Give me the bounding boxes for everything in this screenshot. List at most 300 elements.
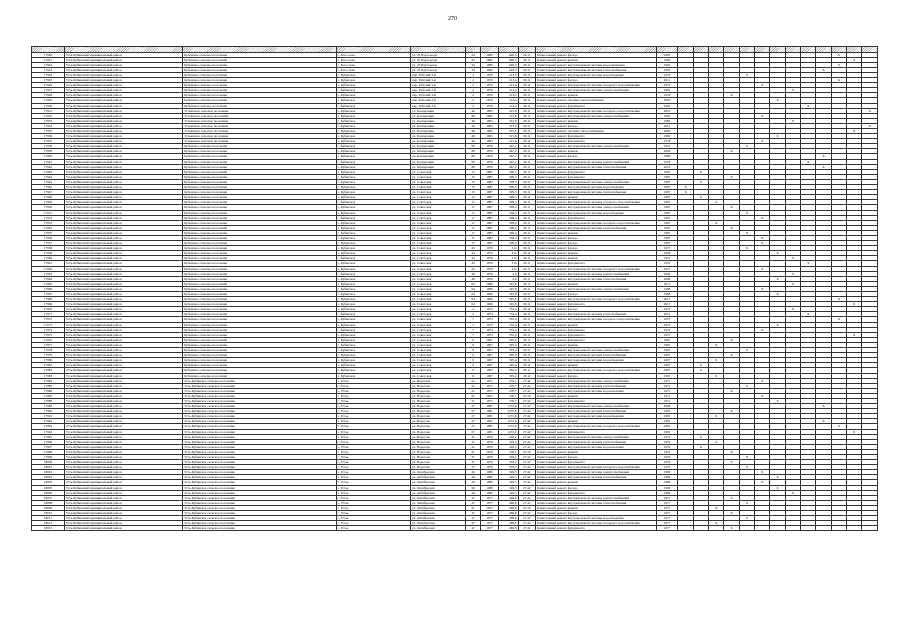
last-repair-year-cell: 1979 (656, 455, 678, 460)
street-cell: ул. Кооперации (411, 113, 466, 118)
build-year-cell: 1970 (481, 276, 499, 281)
row-id-cell: 17941 (32, 159, 65, 164)
house-number-cell: 17 (465, 230, 480, 235)
district-cell: Усть-Кубинский муниципальный район (64, 235, 182, 240)
work-type-cell: Капитальный ремонт внутридомовой системы теплоснабжения (536, 225, 657, 230)
row-id-cell: 17943 (32, 169, 65, 174)
empty-cell (847, 526, 862, 531)
area-cell: 345,8 (498, 292, 518, 297)
house-number-cell: 31 (465, 434, 480, 439)
settlement-cell: Усть-Кубинское сельское поселение (183, 485, 336, 490)
last-repair-year-cell: 1978 (656, 159, 678, 164)
row-id-cell: 17997 (32, 444, 65, 449)
district-cell: Усть-Кубинский муниципальный район (64, 526, 182, 531)
work-type-cell: Капитальный ремонт внутридомовой системы электроснабжения (536, 434, 657, 439)
area-cell: 640,3 (498, 57, 518, 62)
rate-cell: 29.11 (518, 373, 536, 378)
row-id-cell: 17921 (32, 57, 65, 62)
locality-cell: с. Кубенское (336, 220, 411, 225)
rate-cell: 29.11 (518, 78, 536, 83)
empty-cell (709, 526, 724, 531)
settlement-cell: Кубенское сельское поселение (183, 271, 336, 276)
street-cell: ул. Советская (411, 307, 466, 312)
area-cell: 309,4 (498, 205, 518, 210)
street-cell: ул. Советская (411, 368, 466, 373)
row-id-cell: 17959 (32, 251, 65, 256)
house-number-cell: 15 (465, 185, 480, 190)
rate-cell: 27.42 (518, 434, 536, 439)
last-repair-year-cell: 1967 (656, 363, 678, 368)
street-cell: ул. Ворогова (411, 388, 466, 393)
settlement-cell: Кубенское сельское поселение (183, 52, 336, 57)
area-cell: 469,8 (498, 500, 518, 505)
street-cell: ул. Ворогова (411, 434, 466, 439)
build-year-cell: 1986 (481, 475, 499, 480)
area-cell: 2,6 (498, 276, 518, 281)
year-mark: X (785, 281, 800, 286)
house-number-cell: 43 (465, 256, 480, 261)
work-type-cell: Капитальный ремонт внутридомовой системы теплоснабжения (536, 409, 657, 414)
build-year-cell: 1970 (481, 256, 499, 261)
area-cell: 213,4 (498, 93, 518, 98)
house-number-cell: 9 (465, 368, 480, 373)
work-type-cell: Капитальный ремонт внутридомовой системы теплоснабжения (536, 353, 657, 358)
work-type-cell: Капитальный ремонт внутридомовой системы электроснабжения (536, 205, 657, 210)
street-cell: ул. Советская (411, 312, 466, 317)
year-mark: X (755, 393, 770, 398)
work-type-cell: Капитальный ремонт внутридомовой системы электроснабжения (536, 113, 657, 118)
year-mark: X (678, 185, 693, 190)
last-repair-year-cell: 1967 (656, 368, 678, 373)
work-type-cell: Капитальный ремонт крыши (536, 57, 657, 62)
locality-cell: с. Устье (336, 505, 411, 510)
build-year-cell: 1967 (481, 373, 499, 378)
district-cell: Усть-Кубинский муниципальный район (64, 383, 182, 388)
work-type-cell: Капитальный ремонт внутридомовой системы водоотведения (536, 358, 657, 363)
area-cell: 640,3 (498, 62, 518, 67)
row-id-cell: 17923 (32, 67, 65, 72)
build-year-cell: 1973 (481, 327, 499, 332)
work-type-cell: Капитальный ремонт внутридомовой системы водоотведения (536, 414, 657, 419)
empty-cell (801, 526, 816, 531)
empty-cell (862, 526, 878, 531)
rate-cell: 29.11 (518, 337, 536, 342)
work-type-cell: Капитальный ремонт фундамента (536, 337, 657, 342)
rate-cell: 29.11 (518, 62, 536, 67)
locality-cell: с. Кубенское (336, 159, 411, 164)
street-cell: ул. Ворогова (411, 439, 466, 444)
year-mark: X (709, 358, 724, 363)
house-number-cell: 9 (465, 358, 480, 363)
area-cell: 309,3 (498, 190, 518, 195)
last-repair-year-cell: 1973 (656, 322, 678, 327)
row-id-cell: 17996 (32, 439, 65, 444)
last-repair-year-cell: 1971 (656, 398, 678, 403)
last-repair-year-cell: 1972 (656, 144, 678, 149)
year-mark: X (739, 465, 754, 470)
rate-cell: 29.11 (518, 103, 536, 108)
area-cell: 315,6 (498, 129, 518, 134)
district-cell: Усть-Кубинский муниципальный район (64, 485, 182, 490)
year-mark: X (724, 353, 739, 358)
locality-cell: с. Богослово (336, 62, 411, 67)
year-mark: X (693, 169, 708, 174)
area-cell: 467,2 (498, 149, 518, 154)
row-id-cell: 17977 (32, 342, 65, 347)
year-mark: X (709, 373, 724, 378)
row-id-cell: 17940 (32, 154, 65, 159)
year-mark: X (724, 409, 739, 414)
house-number-cell: 43 (465, 251, 480, 256)
row-id-cell: 17945 (32, 179, 65, 184)
house-number-cell: 9 (465, 353, 480, 358)
row-id-cell: 18003 (32, 475, 65, 480)
rate-cell: 29.11 (518, 307, 536, 312)
year-mark: X (709, 220, 724, 225)
last-repair-year-cell: 2008 (656, 404, 678, 409)
settlement-cell: Кубенское сельское поселение (183, 373, 336, 378)
last-repair-year-cell: 1981 (656, 414, 678, 419)
year-mark: X (831, 52, 846, 57)
rate-cell: 27.42 (518, 475, 536, 480)
rate-cell: 29.11 (518, 261, 536, 266)
last-repair-year-cell: 1977 (656, 521, 678, 526)
settlement-cell: Кубенское сельское поселение (183, 174, 336, 179)
rate-cell: 27.42 (518, 424, 536, 429)
locality-cell: с. Кубенское (336, 286, 411, 291)
row-id-cell: 17962 (32, 266, 65, 271)
house-number-cell: 9 (465, 363, 480, 368)
settlement-cell: Кубенское сельское поселение (183, 88, 336, 93)
year-mark: X (801, 159, 816, 164)
build-year-cell: 1987 (481, 195, 499, 200)
row-id-cell: 17992 (32, 419, 65, 424)
row-id-cell: 17938 (32, 144, 65, 149)
settlement-cell: Кубенское сельское поселение (183, 67, 336, 72)
locality-cell: с. Устье (336, 485, 411, 490)
rate-cell: 29.11 (518, 164, 536, 169)
build-year-cell: 1987 (481, 200, 499, 205)
last-repair-year-cell: 1979 (656, 444, 678, 449)
year-mark: X (693, 363, 708, 368)
rate-cell: 27.42 (518, 500, 536, 505)
empty-cell (785, 526, 800, 531)
settlement-cell: Кубенское сельское поселение (183, 317, 336, 322)
locality-cell: с. Кубенское (336, 169, 411, 174)
year-mark: X (785, 490, 800, 495)
build-year-cell: 1981 (481, 429, 499, 434)
locality-cell: с. Устье (336, 439, 411, 444)
street-cell: ул. Советская (411, 348, 466, 353)
settlement-cell: Кубенское сельское поселение (183, 215, 336, 220)
empty-cell (831, 526, 846, 531)
year-mark: X (770, 251, 785, 256)
street-cell: ул. Советская (411, 317, 466, 322)
rate-cell: 27.42 (518, 480, 536, 485)
work-type-cell: Капитальный ремонт фундамента (536, 332, 657, 337)
area-cell: 318,2 (498, 465, 518, 470)
work-type-cell: Капитальный ремонт крыши (536, 230, 657, 235)
district-cell: Усть-Кубинский муниципальный район (64, 246, 182, 251)
house-number-cell: 80 (465, 164, 480, 169)
last-repair-year-cell: 1987 (656, 220, 678, 225)
work-type-cell: Капитальный ремонт внутридомовой системы электроснабжения (536, 271, 657, 276)
area-cell: 349,5 (498, 475, 518, 480)
row-id-cell: 17994 (32, 429, 65, 434)
work-type-cell: Капитальный ремонт фундамента (536, 460, 657, 465)
build-year-cell: 1987 (481, 174, 499, 179)
district-cell: Усть-Кубинский муниципальный район (64, 164, 182, 169)
district-cell: Усть-Кубинский муниципальный район (64, 251, 182, 256)
year-mark: X (709, 414, 724, 419)
build-year-cell: 1987 (481, 169, 499, 174)
house-number-cell: 48 (465, 271, 480, 276)
street-cell: ул. Советская (411, 195, 466, 200)
locality-cell: с. Кубенское (336, 93, 411, 98)
row-id-cell: 17993 (32, 424, 65, 429)
district-cell: Усть-Кубинский муниципальный район (64, 83, 182, 88)
street-cell: ул. Советская (411, 337, 466, 342)
locality-cell: с. Кубенское (336, 271, 411, 276)
settlement-cell: Усть-Кубинское сельское поселение (183, 465, 336, 470)
work-type-cell: Капитальный ремонт крыши (536, 363, 657, 368)
last-repair-year-cell: 1973 (656, 327, 678, 332)
house-number-cell: 26 (465, 480, 480, 485)
build-year-cell: 1970 (481, 246, 499, 251)
year-mark: X (785, 256, 800, 261)
year-mark: X (816, 404, 831, 409)
year-mark: X (755, 378, 770, 383)
district-cell: Усть-Кубинский муниципальный район (64, 500, 182, 505)
table-row (32, 526, 878, 531)
rate-cell: 27.42 (518, 521, 536, 526)
area-cell: 309,4 (498, 225, 518, 230)
settlement-cell: Усть-Кубинское сельское поселение (183, 424, 336, 429)
row-id-cell: 18006 (32, 490, 65, 495)
year-mark: X (724, 93, 739, 98)
district-cell: Усть-Кубинский муниципальный район (64, 337, 182, 342)
district-cell: Усть-Кубинский муниципальный район (64, 276, 182, 281)
row-id-cell: 17934 (32, 123, 65, 128)
year-mark: X (709, 521, 724, 526)
last-repair-year-cell: 1971 (656, 393, 678, 398)
last-repair-year-cell: 1979 (656, 72, 678, 77)
house-number-cell: 64 (465, 302, 480, 307)
row-id-cell: 17930 (32, 103, 65, 108)
district-cell: Усть-Кубинский муниципальный район (64, 134, 182, 139)
work-type-cell: Капитальный ремонт крыши (536, 393, 657, 398)
locality-cell: с. Устье (336, 434, 411, 439)
house-number-cell: 47 (465, 511, 480, 516)
house-number-cell: 2 (465, 307, 480, 312)
locality-cell: с. Кубенское (336, 215, 411, 220)
settlement-cell: Кубенское сельское поселение (183, 337, 336, 342)
district-cell: Усть-Кубинский муниципальный район (64, 470, 182, 475)
work-type-cell: Капитальный ремонт крыши (536, 342, 657, 347)
area-cell: 318,2 (498, 439, 518, 444)
work-type-cell: Капитальный ремонт крыши (536, 195, 657, 200)
area-cell: 314 (498, 251, 518, 256)
row-id-cell: 17966 (32, 286, 65, 291)
district-cell: Усть-Кубинский муниципальный район (64, 93, 182, 98)
last-repair-year-cell: 1967 (656, 348, 678, 353)
house-number-cell: 31 (465, 455, 480, 460)
work-type-cell: Капитальный ремонт системы теплоснабжения (536, 129, 657, 134)
last-repair-year-cell: 1993 (656, 67, 678, 72)
district-cell: Усть-Кубинский муниципальный район (64, 174, 182, 179)
row-id-cell: 17964 (32, 276, 65, 281)
district-cell: Усть-Кубинский муниципальный район (64, 490, 182, 495)
year-mark: X (739, 348, 754, 353)
street-cell: ул. Ворогова (411, 424, 466, 429)
locality-cell: с. Устье (336, 475, 411, 480)
house-number-cell: 27 (465, 404, 480, 409)
last-repair-year-cell: 1987 (656, 190, 678, 195)
house-number-cell: 2 (465, 312, 480, 317)
year-mark: X (724, 174, 739, 179)
row-id-cell: 18000 (32, 460, 65, 465)
row-id-cell: 17957 (32, 241, 65, 246)
year-mark: X (755, 215, 770, 220)
work-type-cell: Капитальный ремонт внутридомовой системы холодного водоснабжения (536, 465, 657, 470)
street-cell: ул. Советская (411, 276, 466, 281)
row-id-cell: 17931 (32, 108, 65, 113)
last-repair-year-cell: 1987 (656, 215, 678, 220)
locality-cell: с. Кубенское (336, 179, 411, 184)
street-cell: ул. Советская (411, 281, 466, 286)
locality-cell: с. Устье (336, 480, 411, 485)
district-cell: Усть-Кубинский муниципальный район (64, 190, 182, 195)
build-year-cell: 1987 (481, 241, 499, 246)
row-id-cell: 17982 (32, 368, 65, 373)
street-cell: ул. 25 Партсъезда (411, 67, 466, 72)
house-number-cell: 26 (465, 475, 480, 480)
last-repair-year-cell: 1971 (656, 388, 678, 393)
work-type-cell: Капитальный ремонт внутридомовой системы водоснабжения (536, 62, 657, 67)
build-year-cell: 1970 (481, 93, 499, 98)
district-cell: Усть-Кубинский муниципальный район (64, 373, 182, 378)
area-cell: 733,4 (498, 312, 518, 317)
build-year-cell: 1971 (481, 388, 499, 393)
street-cell: ул. Ворогова (411, 460, 466, 465)
work-type-cell: Капитальный ремонт фасада (536, 123, 657, 128)
rate-cell: 29.11 (518, 241, 536, 246)
locality-cell: с. Кубенское (336, 251, 411, 256)
area-cell: 345,8 (498, 302, 518, 307)
street-cell: ул. Советская (411, 225, 466, 230)
area-cell: 469,8 (498, 521, 518, 526)
street-cell: ул. Советская (411, 220, 466, 225)
work-type-cell: Капитальный ремонт внутридомовой системы теплоснабжения (536, 312, 657, 317)
settlement-cell: Кубенское сельское поселение (183, 241, 336, 246)
district-cell: Усть-Кубинский муниципальный район (64, 185, 182, 190)
build-year-cell: 1977 (481, 505, 499, 510)
build-year-cell: 1970 (481, 103, 499, 108)
settlement-cell: Кубенское сельское поселение (183, 286, 336, 291)
empty-cell (816, 526, 831, 531)
build-year-cell: 1979 (481, 460, 499, 465)
work-type-cell: Капитальный ремонт внутридомовой системы электроснабжения (536, 404, 657, 409)
rate-cell: 29.11 (518, 230, 536, 235)
house-number-cell: 9 (465, 342, 480, 347)
build-year-cell: 1971 (481, 383, 499, 388)
street-cell: ул. Советская (411, 363, 466, 368)
row-id-cell: 17925 (32, 78, 65, 83)
locality-cell: с. Богослово (336, 52, 411, 57)
settlement-cell: Кубенское сельское поселение (183, 144, 336, 149)
settlement-cell: Кубенское сельское поселение (183, 190, 336, 195)
locality-cell: с. Устье (336, 470, 411, 475)
area-cell: 349,5 (498, 480, 518, 485)
settlement-cell: Кубенское сельское поселение (183, 83, 336, 88)
last-repair-year-cell: 2003 (656, 98, 678, 103)
work-type-cell: Капитальный ремонт внутридомовой системы теплоснабжения (536, 276, 657, 281)
locality-cell: с. Кубенское (336, 241, 411, 246)
year-mark: X (770, 322, 785, 327)
locality-cell: с. Кубенское (336, 342, 411, 347)
house-number-cell: 43 (465, 246, 480, 251)
work-type-cell: Капитальный ремонт внутридомовой системы холодного водоснабжения (536, 200, 657, 205)
work-type-cell: Капитальный ремонт фундамента (536, 215, 657, 220)
district-cell: Усть-Кубинский муниципальный район (64, 302, 182, 307)
rate-cell: 27.42 (518, 388, 536, 393)
street-cell: ул. Советская (411, 241, 466, 246)
last-repair-year-cell: 2006 (656, 271, 678, 276)
locality-cell: с. Устье (336, 429, 411, 434)
build-year-cell: 1977 (481, 511, 499, 516)
district-cell: Усть-Кубинский муниципальный район (64, 241, 182, 246)
house-number-cell: 34 (465, 57, 480, 62)
house-number-cell: 9 (465, 337, 480, 342)
row-id-cell: 17949 (32, 200, 65, 205)
district-cell: Усть-Кубинский муниципальный район (64, 353, 182, 358)
area-cell: 2,6 (498, 271, 518, 276)
build-year-cell: 1987 (481, 205, 499, 210)
settlement-cell: Кубенское сельское поселение (183, 342, 336, 347)
work-type-cell: Капитальный ремонт внутридомовой системы электроснабжения (536, 348, 657, 353)
district-cell: Усть-Кубинский муниципальный район (64, 342, 182, 347)
locality-cell: с. Устье (336, 465, 411, 470)
settlement-cell: Кубенское сельское поселение (183, 322, 336, 327)
house-number-cell: 43 (465, 266, 480, 271)
locality-cell: с. Кубенское (336, 246, 411, 251)
rate-cell: 29.11 (518, 215, 536, 220)
locality-cell: с. Кубенское (336, 256, 411, 261)
settlement-cell: Усть-Кубинское сельское поселение (183, 434, 336, 439)
year-mark: X (831, 78, 846, 83)
last-repair-year-cell: 1990 (656, 57, 678, 62)
row-id-cell: 17981 (32, 363, 65, 368)
settlement-cell: Кубенское сельское поселение (183, 72, 336, 77)
last-repair-year-cell: 1970 (656, 261, 678, 266)
year-mark: X (755, 266, 770, 271)
district-cell: Усть-Кубинский муниципальный район (64, 516, 182, 521)
street-cell: пер. Рабочий 3-й (411, 103, 466, 108)
house-number-cell: 2 (465, 78, 480, 83)
work-type-cell: Капитальный ремонт внутридомовой системы электроснабжения (536, 286, 657, 291)
street-cell: ул. Кооперации (411, 129, 466, 134)
build-year-cell: 1970 (481, 83, 499, 88)
empty-cell (770, 526, 785, 531)
year-mark: X (739, 210, 754, 215)
rate-cell: 27.42 (518, 414, 536, 419)
settlement-cell: Усть-Кубинское сельское поселение (183, 439, 336, 444)
rate-cell: 29.11 (518, 358, 536, 363)
district-cell: Усть-Кубинский муниципальный район (64, 439, 182, 444)
area-cell: 395,4 (498, 358, 518, 363)
rate-cell: 29.11 (518, 317, 536, 322)
build-year-cell: 1966 (481, 302, 499, 307)
